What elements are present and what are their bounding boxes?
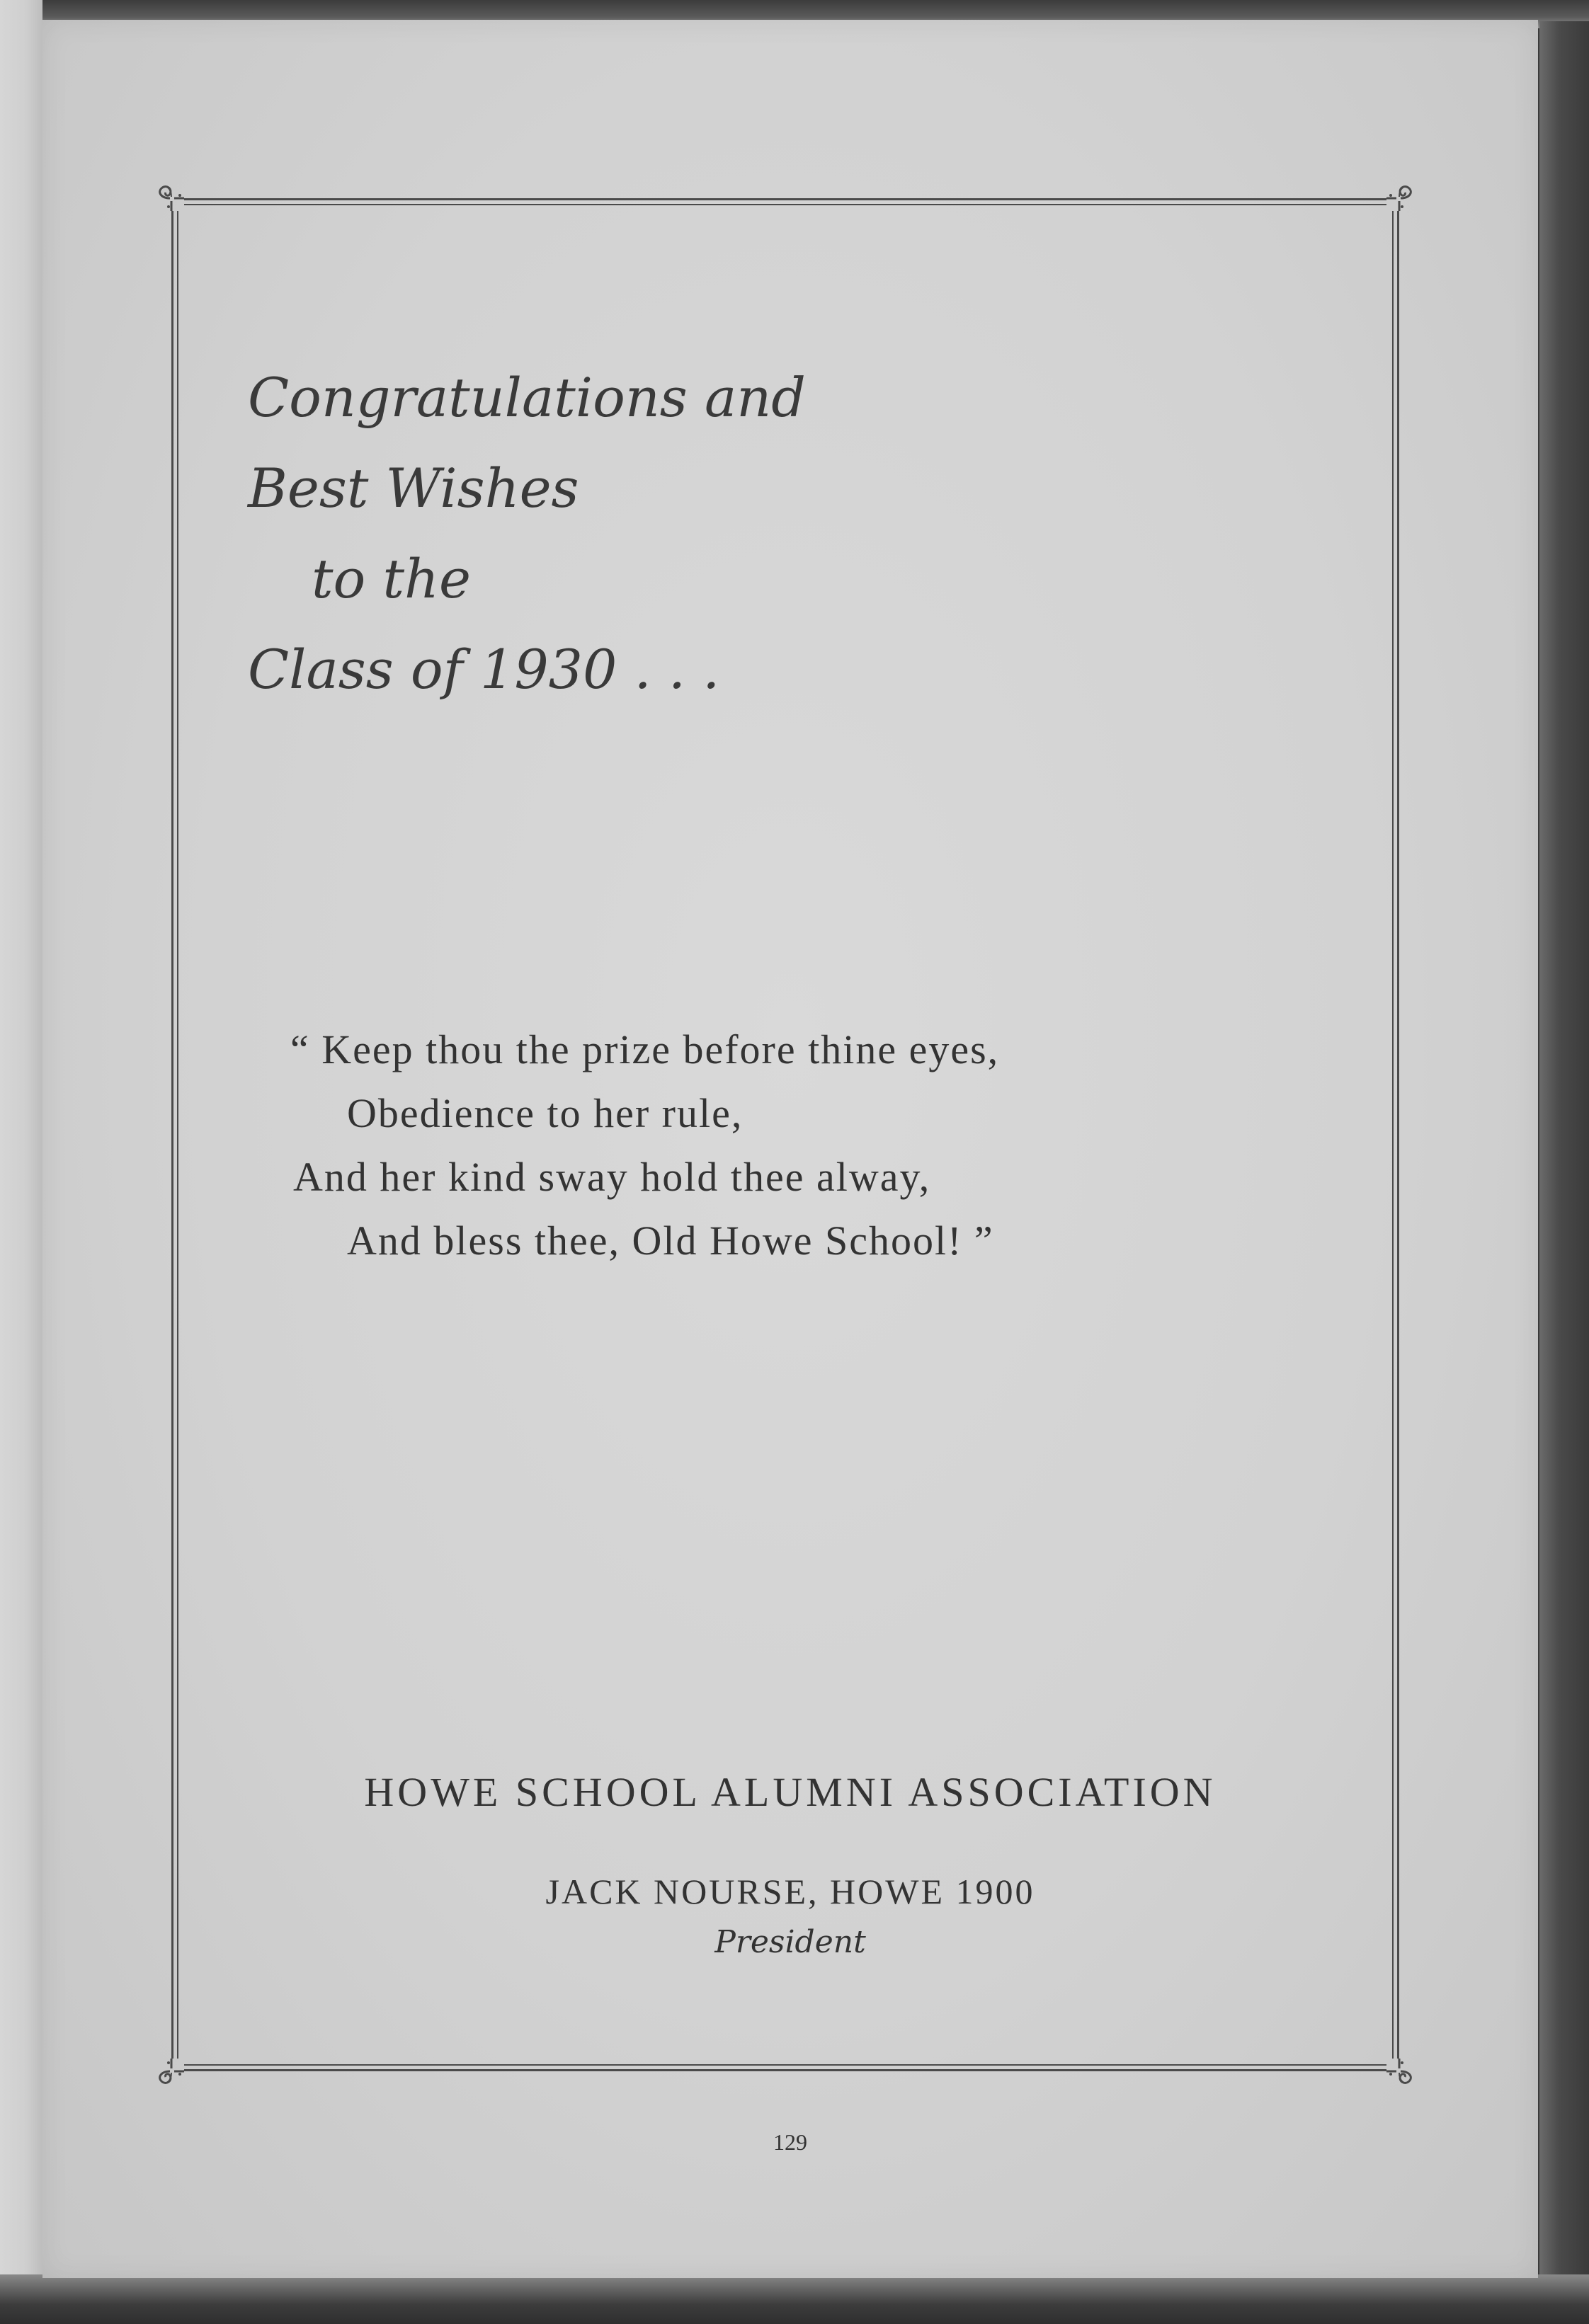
frame-rule-bottom-inner <box>184 2064 1386 2066</box>
corner-ornament-icon <box>149 176 205 232</box>
verse-line: “ Keep thou the prize before thine eyes, <box>290 1026 1000 1072</box>
scan-edge-bottom <box>0 2274 1589 2324</box>
greeting-line: Congratulations and <box>248 366 806 429</box>
verse-line: And her kind sway hold thee alway, <box>293 1154 931 1200</box>
scan-edge-right <box>1539 21 1589 2324</box>
corner-ornament-icon <box>1365 2037 1422 2094</box>
verse-quote <box>290 1018 1282 1273</box>
scan-edge-left <box>0 0 42 2324</box>
frame-rule-top <box>184 198 1386 200</box>
corner-ornament-icon <box>149 2037 205 2094</box>
frame-rule-top-inner <box>184 204 1386 205</box>
greeting-line: Class of 1930 . . . <box>248 638 720 701</box>
organization-name: HOWE SCHOOL ALUMNI ASSOCIATION <box>364 1769 1217 1815</box>
verse-line: And bless thee, Old Howe School! ” <box>347 1218 994 1264</box>
greeting-block <box>248 353 1098 715</box>
officer-name: JACK NOURSE, HOWE 1900 <box>545 1872 1035 1911</box>
frame-rule-bottom <box>184 2069 1386 2071</box>
book-page <box>42 20 1538 2278</box>
page-number: 129 <box>773 2129 807 2155</box>
verse-line: Obedience to her rule, <box>347 1090 744 1136</box>
greeting-line: Best Wishes <box>248 457 579 520</box>
greeting-line: to the <box>312 547 471 610</box>
corner-ornament-icon <box>1365 176 1422 232</box>
officer-title: President <box>714 1924 866 1960</box>
